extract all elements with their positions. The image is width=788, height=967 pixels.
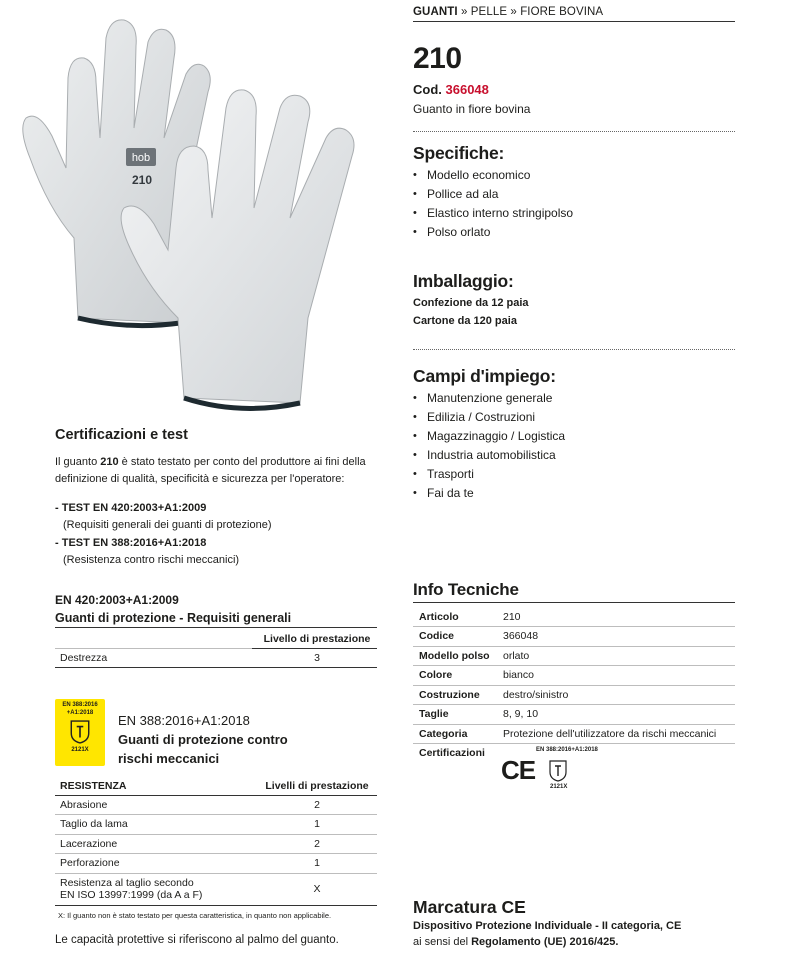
breadcrumb-separator: »: [510, 6, 517, 18]
list-item: • Modello economico: [413, 166, 573, 185]
product-description: Guanto in fiore bovina: [413, 102, 531, 116]
table-row: [413, 646, 735, 666]
row-label-line: Resistenza al taglio secondo: [60, 877, 194, 889]
table-row: [55, 854, 377, 874]
row-value: 366048: [503, 627, 735, 647]
cert-code: 2121X: [550, 784, 568, 790]
table-row: [55, 873, 377, 905]
product-code: [413, 82, 489, 97]
row-label: Taglie: [413, 705, 503, 725]
table-row: [413, 705, 735, 725]
table-row: [413, 666, 735, 686]
list-item: Confezione da 12 paia: [413, 297, 529, 309]
footnote: X: Il guanto non è stato testato per questa caratteristica, in quanto non applicabile.: [58, 911, 332, 920]
table-row: [413, 607, 735, 627]
row-label: Articolo: [413, 607, 503, 627]
header-levels: Livelli di prestazione: [252, 777, 377, 795]
header-blank: [55, 630, 252, 648]
breadcrumb-subcategory[interactable]: PELLE: [470, 6, 508, 18]
en420-table: [55, 630, 377, 668]
row-label: Codice: [413, 627, 503, 647]
row-value: orlato: [503, 646, 735, 666]
row-label: Perforazione: [55, 854, 252, 874]
print-model: 210: [131, 173, 153, 187]
palm-note: Le capacità protettive si riferiscono al palmo del guanto.: [55, 934, 339, 946]
code-value: 366048: [445, 82, 489, 97]
row-label: Taglio da lama: [55, 815, 252, 835]
row-label: Certificazioni: [419, 747, 485, 759]
cert-en-code: EN 388:2016+A1:2018: [536, 747, 598, 753]
header-level: Livello di prestazione: [252, 630, 377, 648]
table-row: [55, 834, 377, 854]
row-value: 210: [503, 607, 735, 627]
test-desc: (Requisiti generali dei guanti di protezione): [63, 518, 272, 531]
campi-list: [413, 389, 565, 503]
en388-badge: [55, 699, 105, 766]
specifiche-list: [413, 166, 573, 242]
imballaggio-title: Imballaggio:: [413, 271, 514, 291]
marcatura-title: Marcatura CE: [413, 897, 526, 917]
list-item: • Edilizia / Costruzioni: [413, 408, 565, 427]
table-row: [55, 815, 377, 835]
info-table: [413, 607, 735, 763]
divider: [413, 131, 735, 132]
row-label: Categoria: [413, 724, 503, 744]
row-label-line: EN ISO 13997:1999 (da A a F): [60, 889, 203, 901]
en388-title: rischi meccanici: [118, 751, 220, 766]
table-header: [55, 630, 377, 648]
cert-text-model: 210: [100, 456, 119, 468]
row-value: 1: [252, 815, 377, 835]
list-item: • Trasporti: [413, 465, 565, 484]
header-resistenza: RESISTENZA: [55, 777, 252, 795]
list-item: Cartone da 120 paia: [413, 315, 517, 327]
badge-line: EN 388:2016: [62, 702, 98, 708]
badge-code: 2121X: [71, 747, 89, 753]
row-value: destro/sinistro: [503, 685, 735, 705]
cert-text-pre: Il guanto: [55, 456, 101, 468]
list-item: • Elastico interno stringipolso: [413, 204, 573, 223]
test-name: - TEST EN 420:2003+A1:2009: [55, 502, 207, 514]
row-value: 1: [252, 854, 377, 874]
row-label: Lacerazione: [55, 834, 252, 854]
en388-code: EN 388:2016+A1:2018: [118, 713, 250, 728]
en388-heading: [118, 711, 288, 768]
breadcrumb-leaf[interactable]: FIORE BOVINA: [520, 6, 604, 18]
marcatura-regulation: Regolamento (UE) 2016/425.: [471, 935, 619, 948]
list-item: • Pollice ad ala: [413, 185, 573, 204]
list-item: • Industria automobilistica: [413, 446, 565, 465]
table-row: [55, 795, 377, 815]
marcatura-line: Dispositivo Protezione Individuale - II categoria, CE: [413, 920, 682, 932]
tests-list: [55, 500, 385, 568]
table-row: [55, 648, 377, 668]
shield-hammer-icon: [69, 720, 91, 744]
specifiche-title: Specifiche:: [413, 143, 505, 163]
en420-code: EN 420:2003+A1:2009: [55, 593, 179, 607]
test-name: - TEST EN 388:2016+A1:2018: [55, 537, 207, 549]
row-value: X: [252, 873, 377, 905]
table-row: [413, 724, 735, 744]
row-value: 8, 9, 10: [503, 705, 735, 725]
table-row: [413, 685, 735, 705]
marcatura-line: [413, 935, 743, 951]
list-item: • Fai da te: [413, 484, 565, 503]
breadcrumb-category[interactable]: GUANTI: [413, 6, 458, 18]
row-label: [55, 873, 252, 905]
row-value: 2: [252, 834, 377, 854]
divider: [413, 349, 735, 350]
cert-text: [55, 454, 385, 487]
row-value: Protezione dell'utilizzatore da rischi meccanici: [503, 724, 735, 744]
code-label: Cod.: [413, 82, 442, 97]
row-value: 2: [252, 795, 377, 815]
shield-hammer-icon: [548, 760, 568, 782]
row-label: Costruzione: [413, 685, 503, 705]
glove-product-image: [8, 18, 400, 438]
row-label: Colore: [413, 666, 503, 686]
en420-title: Guanti di protezione - Requisiti generali: [55, 611, 377, 628]
list-item: • Magazzinaggio / Logistica: [413, 427, 565, 446]
ce-mark-icon: CE: [501, 755, 536, 785]
table-header: [55, 777, 377, 795]
test-desc: (Resistenza contro rischi meccanici): [63, 553, 240, 566]
marcatura-pre: ai sensi del: [413, 935, 472, 948]
row-value: 3: [252, 648, 377, 668]
badge-line: +A1:2018: [66, 709, 94, 716]
marcatura-text: [413, 919, 743, 950]
brand-text: hob: [131, 152, 151, 164]
list-item: • Manutenzione generale: [413, 389, 565, 408]
breadcrumb: [413, 6, 735, 22]
info-divider: [413, 602, 735, 603]
cert-text-post: è stato testato per conto del produttore ai fini della definizione di qualità, specificità e sicurezza per l'operatore:: [55, 456, 366, 485]
cert-title: Certificazioni e test: [55, 427, 188, 443]
breadcrumb-separator: »: [460, 6, 468, 18]
list-item: • Polso orlato: [413, 223, 573, 242]
imballaggio-list: [413, 294, 529, 330]
campi-title: Campi d'impiego:: [413, 366, 556, 386]
row-label: Abrasione: [55, 795, 252, 815]
row-label: Destrezza: [55, 648, 252, 668]
row-label: Modello polso: [413, 646, 503, 666]
info-title: Info Tecniche: [413, 580, 519, 599]
en388-table: [55, 777, 377, 906]
row-value: bianco: [503, 666, 735, 686]
product-model: 210: [413, 42, 462, 75]
en388-title: Guanti di protezione contro: [118, 732, 288, 747]
table-row: [413, 627, 735, 647]
